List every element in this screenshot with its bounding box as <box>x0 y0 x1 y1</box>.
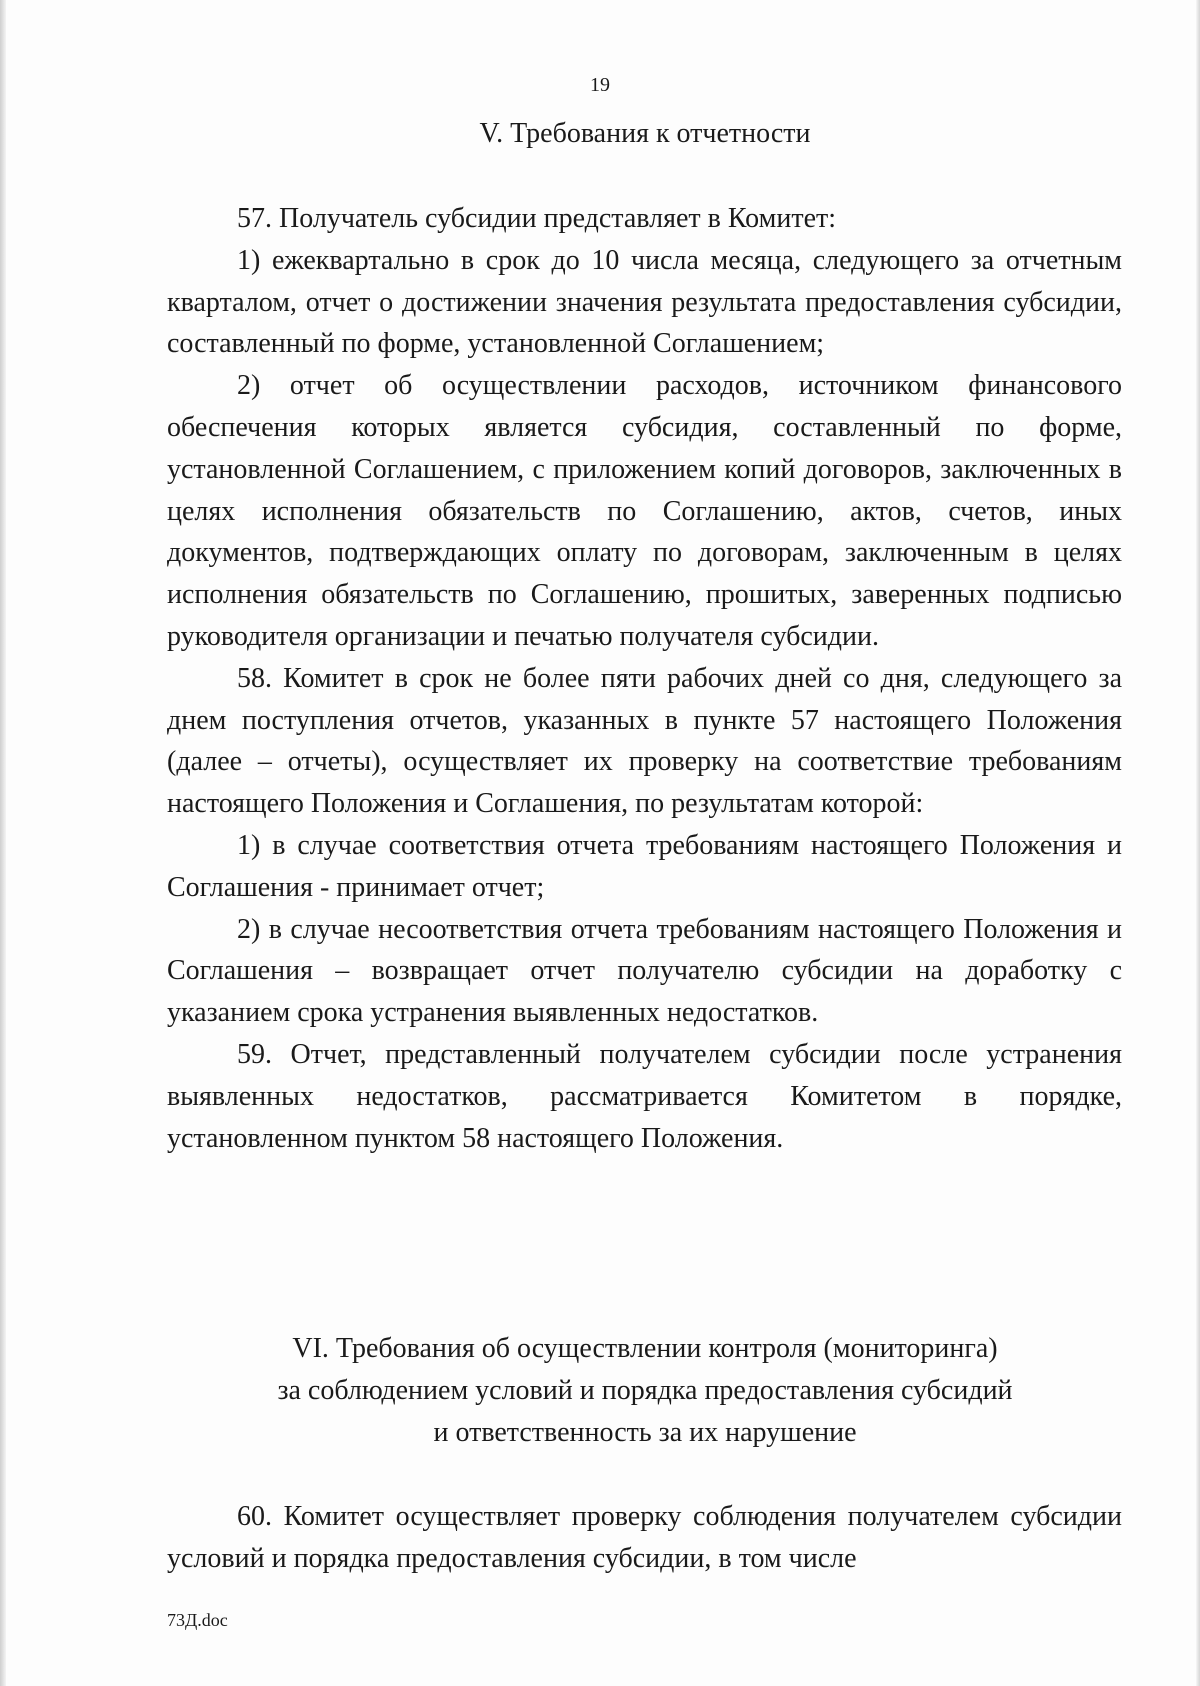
section-6-title-line-2: за соблюдением условий и порядка предоставления субсидий <box>277 1375 1013 1406</box>
section-6-title-line-1: VI. Требования об осуществлении контроля (мониторинга) <box>292 1333 998 1364</box>
paragraph-58-item-2: 2) в случае несоответствия отчета требованиям настоящего Положения и Соглашения – возвращает отчет получателю субсидии на доработку с указанием срока устранения выявленных недостатков. <box>167 913 1122 1029</box>
section-5-title: V. Требования к отчетности <box>479 118 811 149</box>
section-6-title-line-3: и ответственность за их нарушение <box>433 1417 857 1448</box>
paragraph-57-item-1: 1) ежеквартально в срок до 10 числа месяца, следующего за отчетным кварталом, отчет о достижении значения результата предоставления субсидии, составленный по форме, установленной Соглашением; <box>167 244 1122 360</box>
paragraph-59: 59. Отчет, представленный получателем субсидии после устранения выявленных недостатков, рассматривается Комитетом в порядке, установленном пунктом 58 настоящего Положения. <box>167 1038 1122 1154</box>
page-number: 19 <box>590 74 610 96</box>
footer-file-name: 73Д.doc <box>167 1610 228 1630</box>
paragraph-58-item-1: 1) в случае соответствия отчета требованиям настоящего Положения и Соглашения - принимает отчет; <box>167 829 1122 903</box>
section-6-body <box>167 1496 1122 1580</box>
paragraph-57: 57. Получатель субсидии представляет в Комитет: <box>237 203 837 234</box>
paragraph-58: 58. Комитет в срок не более пяти рабочих дней со дня, следующего за днем поступления отчетов, указанных в пункте 57 настоящего Положения (далее – отчеты), осуществляет их проверку на соответствие требованиям настоящего Положения и Соглашения, по результатам которой: <box>167 662 1122 820</box>
section-6-title <box>0 1328 1200 1454</box>
paragraph-57-item-2: 2) отчет об осуществлении расходов, источником финансового обеспечения которых является субсидия, составленный по форме, установленной Соглашением, с приложением копий договоров, заключенных в целях исполнения обязательств по Соглашению, актов, счетов, иных документов, подтверждающих оплату по договорам, заключенным в целях исполнения обязательств по Соглашению, прошитых, заверенных подписью руководителя организации и печатью получателя субсидии. <box>167 370 1122 652</box>
section-5-body <box>167 198 1122 1159</box>
paragraph-60: 60. Комитет осуществляет проверку соблюдения получателем субсидии условий и порядка предоставления субсидии, в том числе <box>167 1501 1122 1574</box>
